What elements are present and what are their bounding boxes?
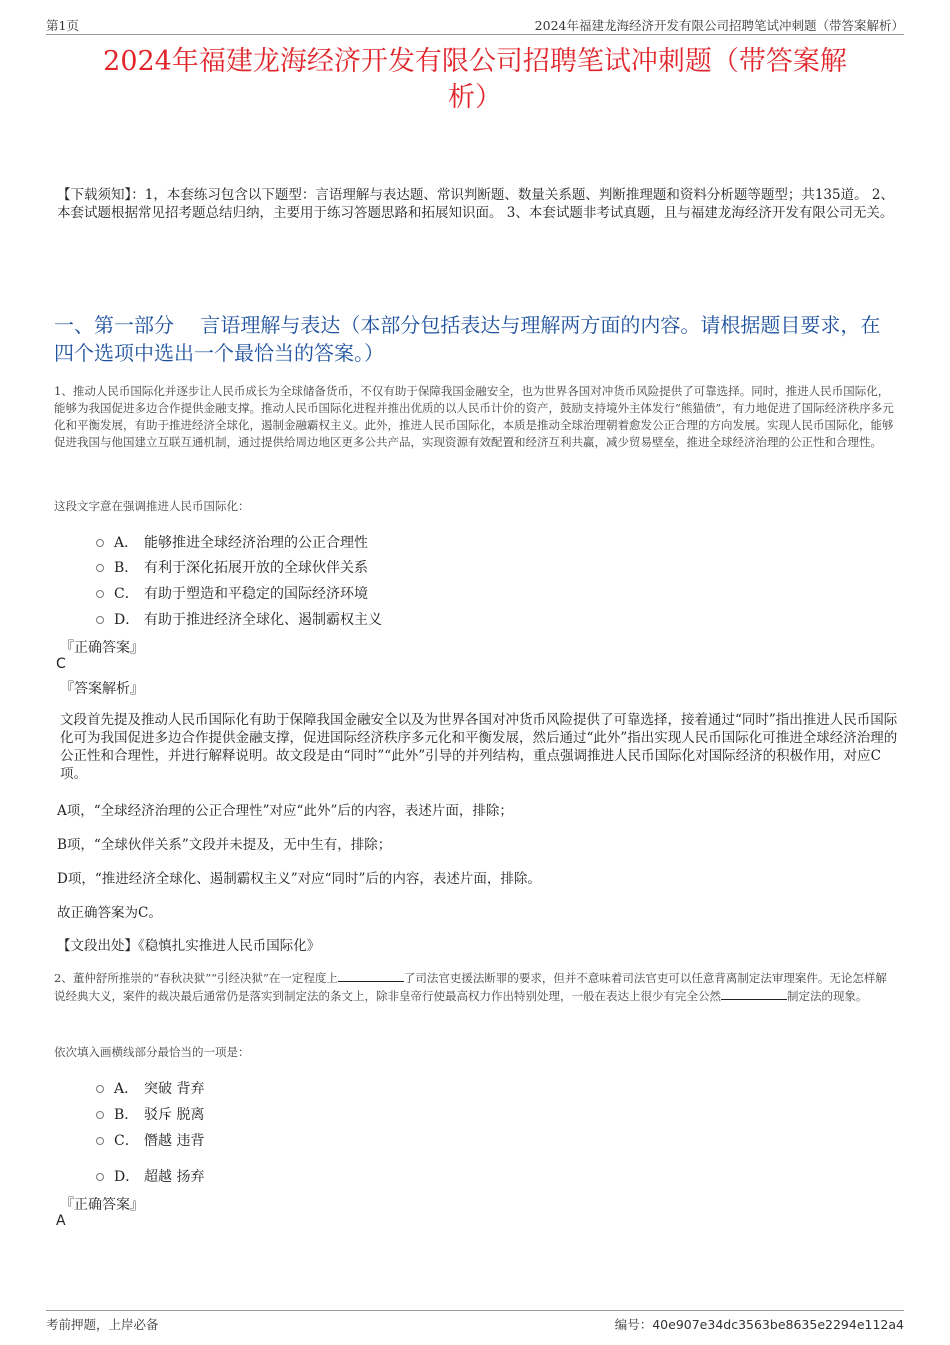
q2-option-b[interactable]: B． 驳斥 脱离 xyxy=(96,1104,204,1124)
q1-conclusion: 故正确答案为C。 xyxy=(57,905,162,921)
q1-answer: C xyxy=(56,656,66,672)
q1-source: 【文段出处】《稳慎扎实推进人民币国际化》 xyxy=(57,938,321,954)
page-footer xyxy=(46,1310,904,1333)
download-notice: 【下载须知】：1，本套练习包含以下题型：言语理解与表达题、常识判断题、数量关系题、判断推理题和资料分析题等题型；共135道。 2、本套试题根据常见招考题总结归纳，主要用于练习答题思路和拓展知识面。 3、本套试题非考试真题，且与福建龙海经济开发有限公司无关。 xyxy=(57,187,894,221)
q1-option-d[interactable]: D． 有助于推进经济全球化、遏制霸权主义 xyxy=(96,609,382,629)
radio-icon[interactable] xyxy=(96,616,104,624)
document-title-line1: 2024年福建龙海经济开发有限公司招聘笔试冲刺题（带答案解 xyxy=(103,46,847,77)
q1-note-b: B项，“全球伙伴关系”文段并未提及，无中生有，排除； xyxy=(57,837,392,853)
page-header xyxy=(46,14,904,35)
radio-icon[interactable] xyxy=(96,1111,104,1119)
radio-icon[interactable] xyxy=(96,590,104,598)
document-title-line2: 析） xyxy=(448,82,502,113)
q1-note-d: D项，“推进经济全球化、遏制霸权主义”对应“同时”后的内容，表述片面，排除。 xyxy=(57,871,541,887)
q2-option-c[interactable]: C． 僭越 违背 xyxy=(96,1130,204,1150)
q1-answer-label: 『正确答案』 xyxy=(60,640,144,656)
q2-answer: A xyxy=(56,1213,66,1229)
fill-blank-2 xyxy=(721,987,787,1000)
q1-option-c[interactable]: C． 有助于塑造和平稳定的国际经济环境 xyxy=(96,583,368,603)
document-title xyxy=(46,44,904,116)
fill-blank-1 xyxy=(338,969,404,982)
q2-prompt: 依次填入画横线部分最恰当的一项是： xyxy=(54,1045,250,1059)
footer-slogan: 考前押题，上岸必备 xyxy=(46,1317,159,1332)
footer-code: 编号：40e907e34dc3563be8635e2294e112a4 xyxy=(614,1317,904,1332)
radio-icon[interactable] xyxy=(96,564,104,572)
q2-option-a[interactable]: A． 突破 背弃 xyxy=(96,1078,204,1098)
radio-icon[interactable] xyxy=(96,539,104,547)
q1-option-a[interactable]: A． 能够推进全球经济治理的公正合理性 xyxy=(96,532,368,552)
q2-answer-label: 『正确答案』 xyxy=(60,1197,144,1213)
q1-option-b[interactable]: B． 有利于深化拓展开放的全球伙伴关系 xyxy=(96,557,368,577)
section-title: 一、第一部分 言语理解与表达（本部分包括表达与理解两方面的内容。请根据题目要求，在四个选项中选出一个最恰当的答案。） xyxy=(54,313,881,365)
radio-icon[interactable] xyxy=(96,1085,104,1093)
q1-passage: 1、推动人民币国际化并逐步让人民币成长为全球储备货币，不仅有助于保障我国金融安全，也为世界各国对冲货币风险提供了可靠选择。同时，推进人民币国际化，能够为我国促进多边合作提供金融支撑。推动人民币国际化进程并推出优质的以人民币计价的资产，鼓励支持境外主体发行“熊猫债”，有力地促进了国际经济秩序多元化和平衡发展，有助于推进经济全球化，遏制金融霸权主义。此外，推进人民币国际化，本质是推动全球治理朝着愈发公正合理的方向发展。实现人民币国际化，能够促进我国与他国建立互联互通机制，通过提供给周边地区更多公共产品，实现资源有效配置和经济互利共赢，减少贸易壁垒，推进全球经济治理的公正性和合理性。 xyxy=(54,384,894,449)
q1-prompt: 这段文字意在强调推进人民币国际化： xyxy=(54,499,250,513)
header-doc-title: 2024年福建龙海经济开发有限公司招聘笔试冲刺题（带答案解析） xyxy=(534,18,904,33)
page-number: 第1页 xyxy=(46,18,79,33)
radio-icon[interactable] xyxy=(96,1173,104,1181)
radio-icon[interactable] xyxy=(96,1137,104,1145)
q1-note-a: A项，“全球经济治理的公正合理性”对应“此外”后的内容，表述片面，排除； xyxy=(57,803,513,819)
q2-option-d[interactable]: D． 超越 扬弃 xyxy=(96,1166,204,1186)
q1-analysis-label: 『答案解析』 xyxy=(60,681,144,697)
q2-passage: 2、董仲舒所推崇的“春秋决狱”“引经决狱”在一定程度上 了司法官吏援法断罪的要求，但并不意味着司法官吏可以任意背离制定法审理案件。无论怎样解说经典大义，案件的裁决最后通常仍是落实到制定法的条文上，除非皇帝行使最高权力作出特别处理，一般在表达上很少有完全公然 制定法的现象。 xyxy=(54,971,887,1003)
q1-analysis: 文段首先提及推动人民币国际化有助于保障我国金融安全以及为世界各国对冲货币风险提供了可靠选择，接着通过“同时”指出推进人民币国际化可为我国促进多边合作提供金融支撑，促进国际经济秩序多元化和平衡发展，然后通过“此外”指出实现人民币国际化可推进全球经济治理的公正性和合理性，并进行解释说明。故文段是由“同时”“此外”引导的并列结构，重点强调推进人民币国际化对国际经济的积极作用，对应C项。 xyxy=(60,712,898,782)
